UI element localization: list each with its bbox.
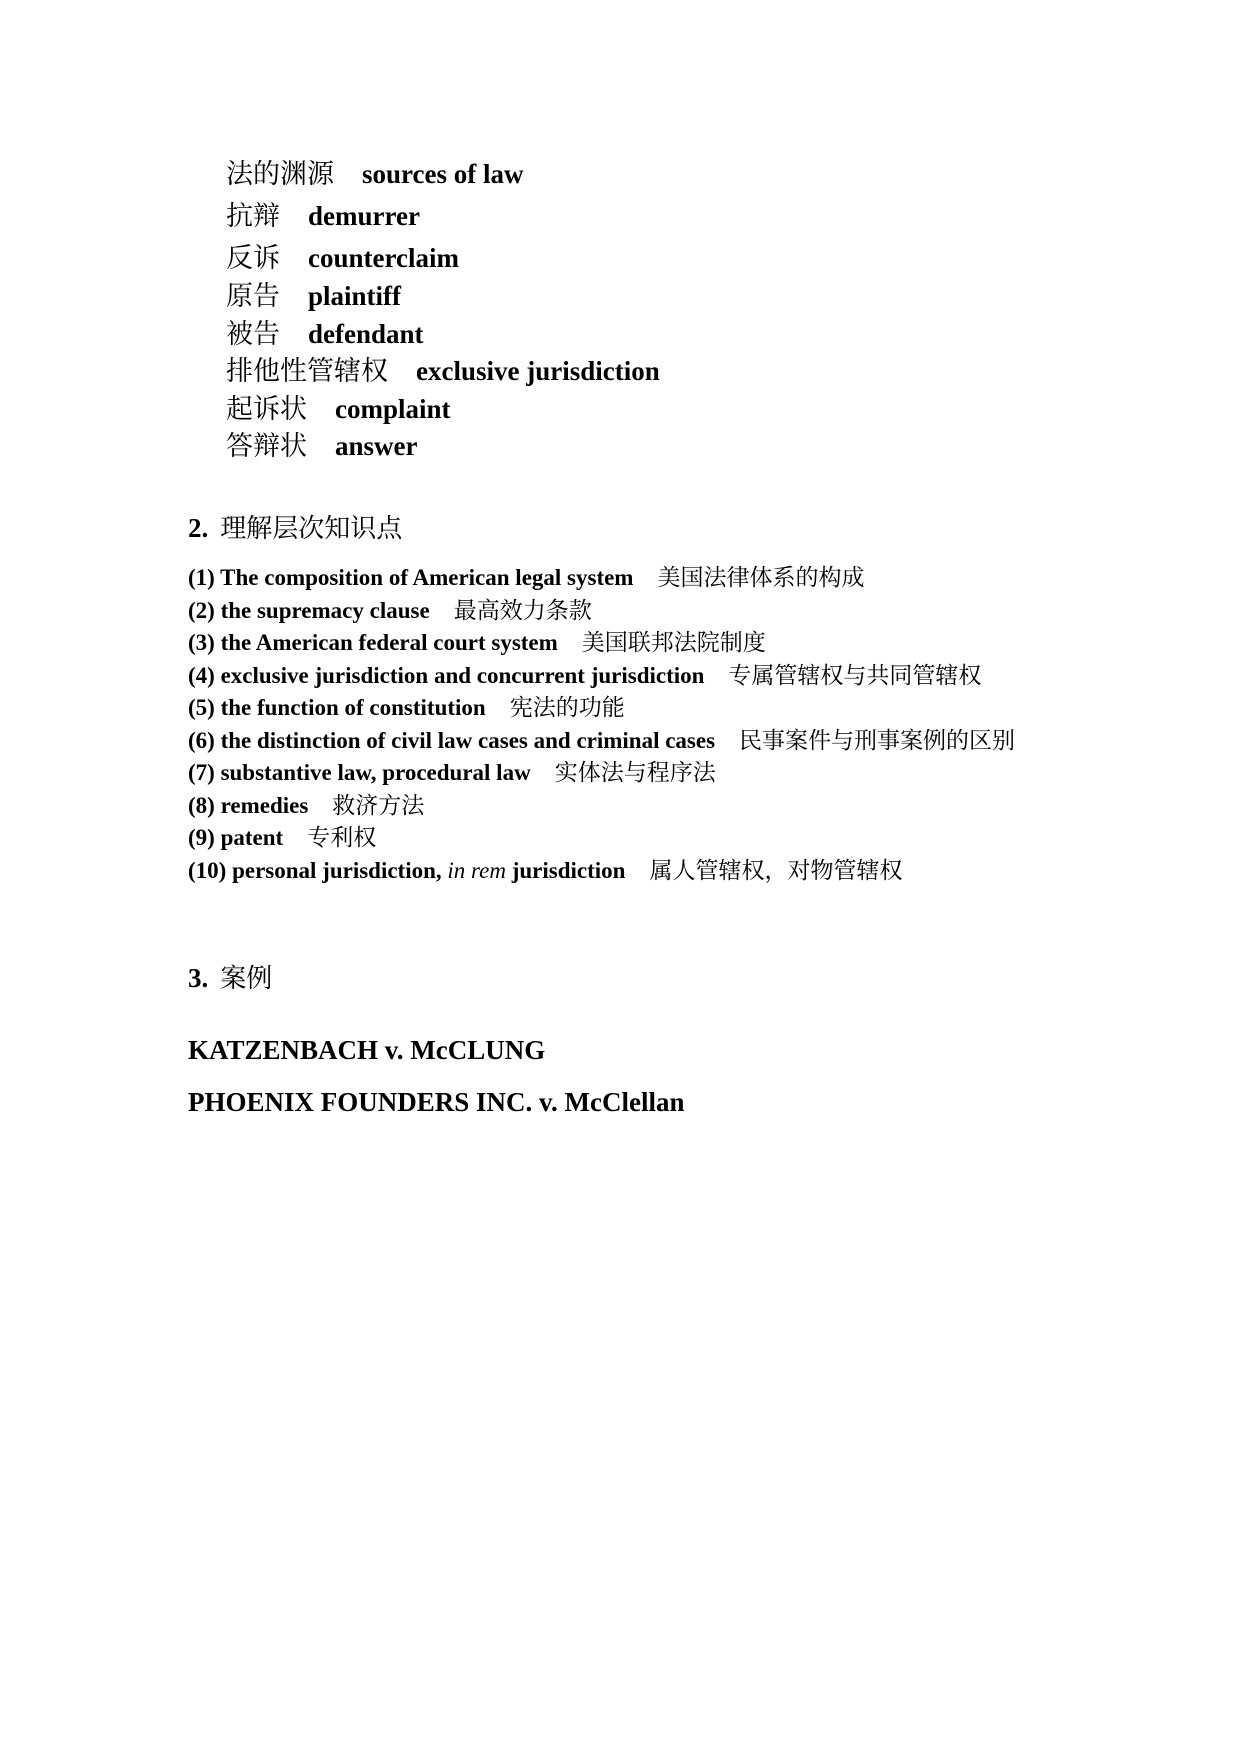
knowledge-point [188, 855, 1068, 888]
term-chinese: 排他性管辖权 [226, 356, 388, 387]
term-chinese: 法的渊源 [226, 159, 334, 190]
knowledge-point [188, 660, 1068, 693]
point-chinese: 专利权 [307, 825, 377, 851]
section-number: 2. [188, 513, 209, 543]
term-chinese: 被告 [226, 319, 280, 350]
term-english: counterclaim [308, 243, 459, 273]
term-chinese: 起诉状 [226, 394, 307, 425]
knowledge-point [188, 595, 1068, 628]
term-row [226, 312, 424, 351]
term-chinese: 原告 [226, 281, 280, 312]
section-heading-2 [188, 508, 402, 545]
point-chinese: 救济方法 [332, 792, 425, 819]
term-english: sources of law [362, 159, 524, 189]
point-chinese: 最高效力条款 [453, 597, 592, 624]
point-english: (7) substantive law, procedural law [188, 760, 531, 785]
knowledge-point [188, 725, 1068, 758]
point-italic-term: in rem [447, 857, 506, 883]
term-row [226, 424, 418, 463]
knowledge-point-list [188, 562, 1068, 887]
knowledge-point [188, 692, 1068, 725]
term-row [226, 387, 451, 426]
term-english: exclusive jurisdiction [416, 356, 660, 386]
term-row [226, 194, 420, 233]
point-english: (9) patent [188, 825, 284, 850]
point-chinese: 实体法与程序法 [554, 760, 716, 786]
point-english: (2) the supremacy clause [188, 597, 430, 623]
section-title: 理解层次知识点 [220, 514, 403, 544]
term-row [226, 152, 524, 191]
point-english-suffix: jurisdiction [511, 857, 626, 883]
term-chinese: 抗辩 [226, 201, 280, 232]
section-heading-3 [188, 958, 272, 995]
point-chinese: 宪法的功能 [509, 695, 625, 721]
point-chinese: 民事案件与刑事案例的区别 [739, 727, 1016, 754]
knowledge-point [188, 757, 1068, 790]
section-title: 案例 [220, 964, 273, 994]
knowledge-point [188, 822, 1068, 855]
knowledge-point [188, 627, 1068, 660]
term-english: defendant [308, 319, 424, 349]
term-row [226, 274, 401, 313]
term-chinese: 反诉 [226, 243, 280, 274]
term-english: complaint [335, 394, 451, 424]
case-title: KATZENBACH v. McCLUNG [188, 1035, 546, 1065]
point-chinese: 专属管辖权与共同管辖权 [728, 662, 982, 689]
knowledge-point [188, 562, 1068, 595]
knowledge-point [188, 790, 1068, 823]
point-english: (6) the distinction of civil law cases and criminal cases [188, 727, 716, 753]
case-title: PHOENIX FOUNDERS INC. v. McClellan [188, 1087, 685, 1117]
point-chinese: 美国联邦法院制度 [581, 630, 766, 656]
point-english: (1) The composition of American legal system [188, 565, 634, 590]
term-english: plaintiff [308, 281, 402, 311]
point-english: (5) the function of constitution [188, 695, 486, 720]
case-list [188, 1032, 685, 1136]
term-row [226, 236, 459, 275]
point-english: (8) remedies [188, 792, 309, 818]
point-english-prefix: (10) personal jurisdiction, [188, 857, 442, 883]
term-row [226, 349, 660, 388]
section-number: 3. [188, 963, 209, 993]
point-english: (4) exclusive jurisdiction and concurrent jurisdiction [188, 662, 705, 688]
term-english: answer [335, 431, 418, 461]
point-chinese: 美国法律体系的构成 [657, 565, 865, 591]
point-chinese: 属人管辖权，对物管辖权 [649, 857, 903, 884]
term-chinese: 答辩状 [226, 431, 307, 462]
point-english: (3) the American federal court system [188, 630, 558, 655]
term-english: demurrer [308, 201, 420, 231]
